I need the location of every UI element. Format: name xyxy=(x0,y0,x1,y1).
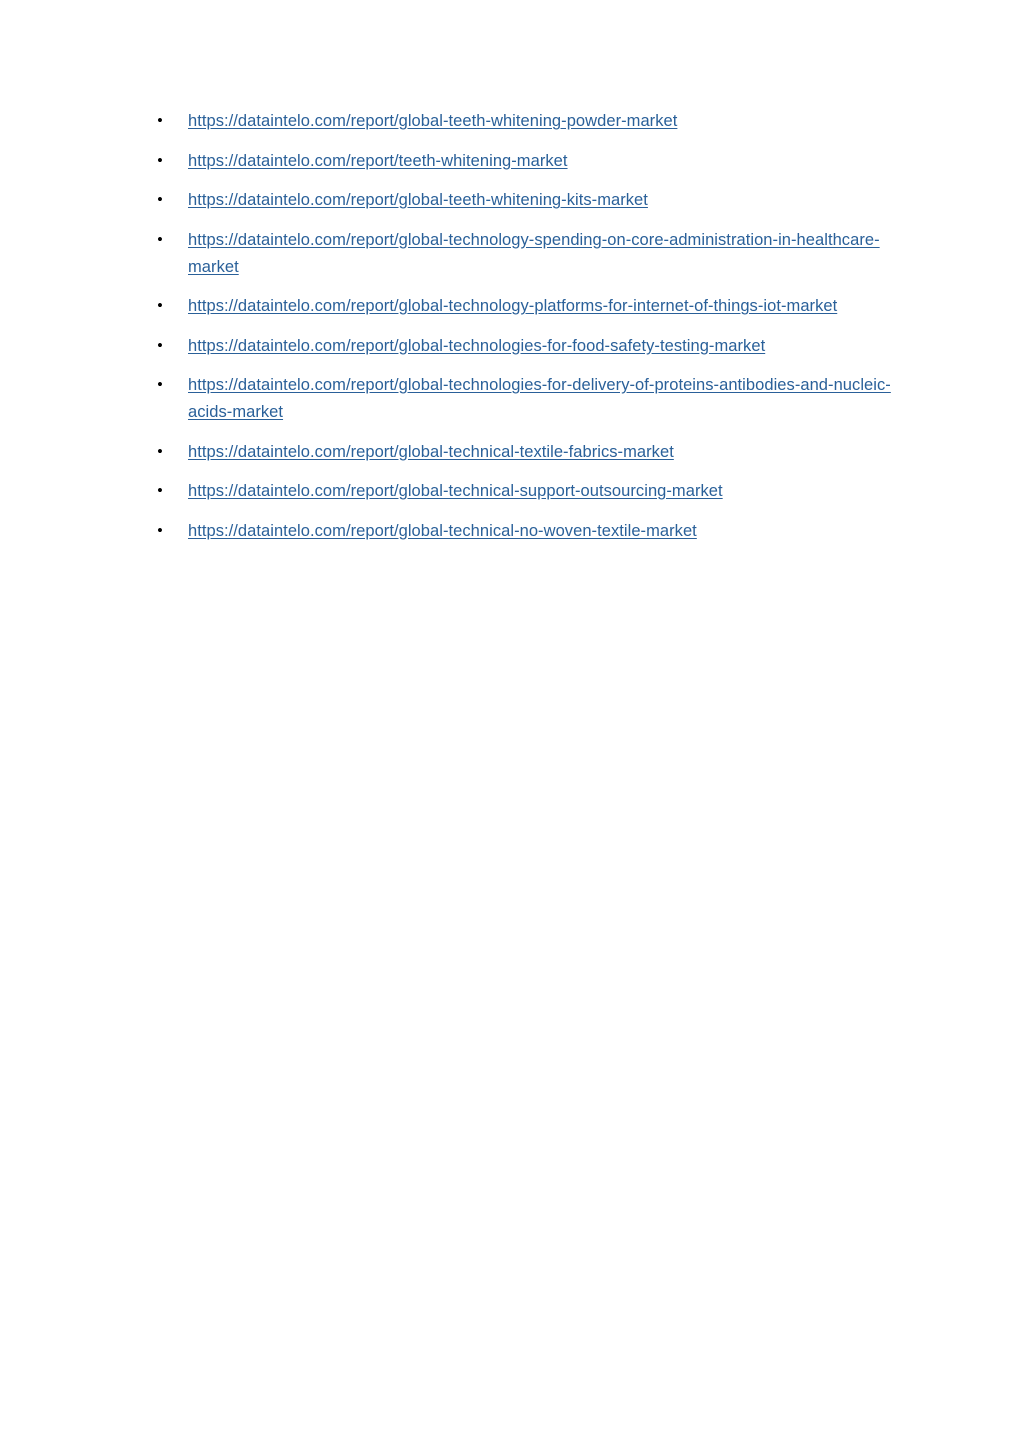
bullet-icon: • xyxy=(157,441,163,461)
bullet-icon: • xyxy=(157,190,163,209)
list-item xyxy=(130,478,920,505)
list-item xyxy=(130,227,920,281)
list-item xyxy=(130,439,920,466)
bullet-icon: • xyxy=(157,296,163,315)
bullet-icon: • xyxy=(157,520,163,540)
list-item xyxy=(130,293,920,320)
report-link-list xyxy=(130,108,920,545)
report-link[interactable]: https://dataintelo.com/report/global-technical-no-woven-textile-market xyxy=(188,521,697,540)
bullet-icon: • xyxy=(157,229,163,249)
list-item xyxy=(130,187,920,214)
link-list-container xyxy=(130,108,920,557)
report-link[interactable]: https://dataintelo.com/report/global-technologies-for-food-safety-testing-market xyxy=(188,336,766,355)
bullet-icon: • xyxy=(157,150,163,170)
report-link[interactable]: https://dataintelo.com/report/global-teeth-whitening-kits-market xyxy=(188,191,648,209)
report-link[interactable]: https://dataintelo.com/report/global-technology-platforms-for-internet-of-things-iot-market xyxy=(188,297,838,315)
bullet-icon: • xyxy=(157,111,163,130)
list-item xyxy=(130,108,920,135)
report-link[interactable]: https://dataintelo.com/report/global-teeth-whitening-powder-market xyxy=(188,112,678,130)
report-link[interactable]: https://dataintelo.com/report/global-technology-spending-on-core-administration-in-healthcare-market xyxy=(188,230,880,276)
list-item xyxy=(130,148,920,175)
list-item xyxy=(130,518,920,545)
bullet-icon: • xyxy=(157,481,163,500)
list-item xyxy=(130,372,920,426)
report-link[interactable]: https://dataintelo.com/report/global-technical-textile-fabrics-market xyxy=(188,442,674,461)
report-link[interactable]: https://dataintelo.com/report/global-technologies-for-delivery-of-proteins-antibodies-and-nucleic-acids-market xyxy=(188,376,891,421)
bullet-icon: • xyxy=(157,335,163,355)
report-link[interactable]: https://dataintelo.com/report/global-technical-support-outsourcing-market xyxy=(188,482,723,500)
report-link[interactable]: https://dataintelo.com/report/teeth-whitening-market xyxy=(188,151,568,170)
bullet-icon: • xyxy=(157,375,163,394)
list-item xyxy=(130,333,920,360)
